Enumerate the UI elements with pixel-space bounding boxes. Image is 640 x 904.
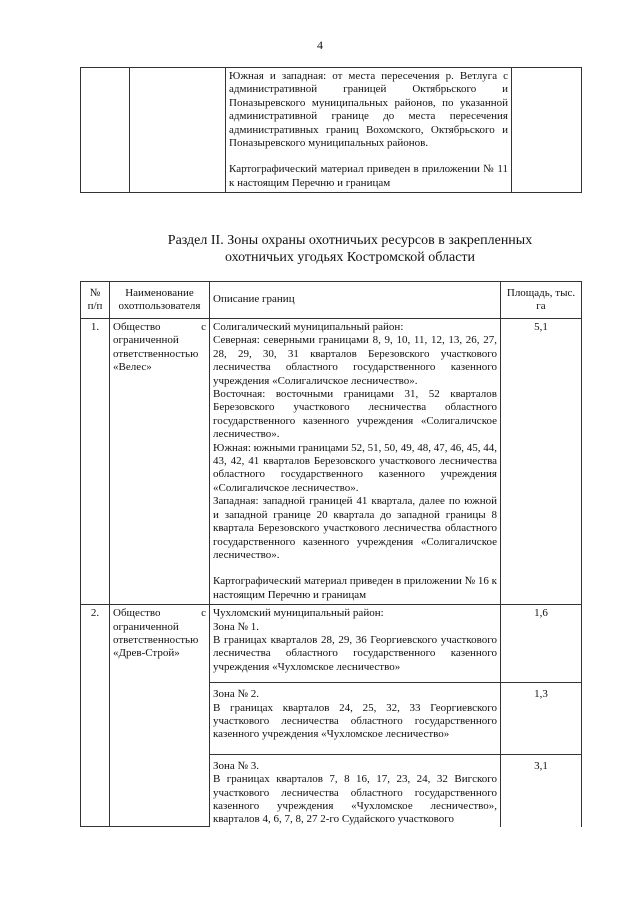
org-name-word: с: [201, 321, 206, 333]
table-row: [81, 319, 582, 605]
zone-title: Зона № 2.: [213, 688, 260, 701]
zone-title: Зона № 1.: [213, 620, 260, 633]
boundary-north: Северная: северными границами 8, 9, 10, 11, 12, 13, 26, 27, 28, 29, 30, 31 кварталов Березовского участкового лесничества областного государственного казенного учреждения «Солигаличское лесничество».: [213, 334, 497, 387]
section-title-line-1: Раздел II. Зоны охраны охотничьих ресурсов в закрепленных: [167, 233, 533, 248]
zone-description: [210, 754, 501, 827]
boundary-description: [210, 319, 501, 605]
boundary-west: Западная: западной границей 41 квартала, далее по южной и западной границе 20 квартала до западной границы 8 квартала Березовского участкового лесничества областного государственного казенного учреждения «Солигаличское лесничество».: [213, 495, 497, 561]
org-name-word: Общество: [113, 321, 161, 333]
org-name-line: ограниченной: [113, 620, 179, 633]
org-name-cell: [110, 605, 210, 827]
org-name-line: ответственностью: [113, 347, 199, 360]
hunting-zones-table: [80, 281, 582, 827]
boundary-south: Южная: южными границами 52, 51, 50, 49, 48, 47, 46, 45, 44, 43, 42, 41 кварталов Березовского участкового лесничества областного государственного казенного учреждения «Солигаличское лесничество».: [213, 441, 497, 494]
header-desc: Описание границ: [210, 282, 501, 319]
name-cell: [130, 68, 226, 193]
zone-text: В границах кварталов 28, 29, 36 Георгиевского участкового лесничества областного государственного казенного учреждения «Чухломское лесничество»: [213, 633, 497, 673]
num-cell: [81, 68, 130, 193]
area-cell: [512, 68, 582, 193]
row-num: 2.: [81, 605, 110, 827]
section-title-line-2: охотничьих угодьях Костромской области: [224, 250, 476, 265]
org-name-line: ответственностью: [113, 633, 199, 646]
district-name: Чухломский муниципальный район:: [213, 607, 384, 620]
zone-text: В границах кварталов 7, 8 16, 17, 23, 24, 32 Вигского участкового лесничества областного государственного казенного учреждения «Чухломское лесничество», кварталов 4, 6, 7, 8, 27 2-го Судайского участкового: [213, 773, 497, 826]
area-value: 3,1: [501, 754, 582, 827]
cartographic-note: Картографический материал приведен в приложении № 16 к настоящим Перечню и границам: [213, 575, 497, 601]
boundary-text: Южная и западная: от места пересечения р. Ветлуга с административной границей Октябрьского и Поназыревского муниципальных районов, по указанной административной границе до места пересечения административных границ Вохомского, Октябрьского и Поназыревского муниципальных районов.: [229, 70, 508, 150]
org-name-word: Общество: [113, 607, 161, 620]
table-header-row: [81, 282, 582, 319]
org-name-line: «Древ-Строй»: [113, 647, 180, 660]
table-row: [81, 68, 582, 193]
org-name-word: с: [201, 607, 206, 620]
header-name: Наименование охотпользователя: [110, 282, 210, 319]
description-cell: [226, 68, 512, 193]
continuation-table: [80, 67, 582, 193]
zone-description: [210, 683, 501, 755]
org-name-line: ограниченной: [113, 334, 179, 347]
district-name: Солигалический муниципальный район:: [213, 321, 404, 333]
zone-description: [210, 605, 501, 683]
cartographic-note: Картографический материал приведен в приложении № 11 к настоящим Перечню и границам: [229, 163, 508, 189]
header-num: № п/п: [81, 282, 110, 319]
org-name-line: «Велес»: [113, 361, 152, 374]
area-value: 1,6: [501, 605, 582, 683]
area-value: 5,1: [501, 319, 582, 605]
table-row: [81, 605, 582, 683]
boundary-east: Восточная: восточными границами 31, 52 кварталов Березовского участкового лесничества областного государственного казенного учреждения «Солигаличское лесничество».: [213, 388, 497, 441]
area-value: 1,3: [501, 683, 582, 755]
page-number: 4: [317, 38, 323, 52]
org-name-cell: [110, 319, 210, 605]
section-heading: [0, 232, 640, 266]
header-area: Площадь, тыс. га: [501, 282, 582, 319]
row-num: 1.: [81, 319, 110, 605]
zone-title: Зона № 3.: [213, 759, 260, 772]
zone-text: В границах кварталов 24, 25, 32, 33 Георгиевского участкового лесничества областного государственного казенного учреждения «Чухломское лесничество»: [213, 701, 497, 741]
